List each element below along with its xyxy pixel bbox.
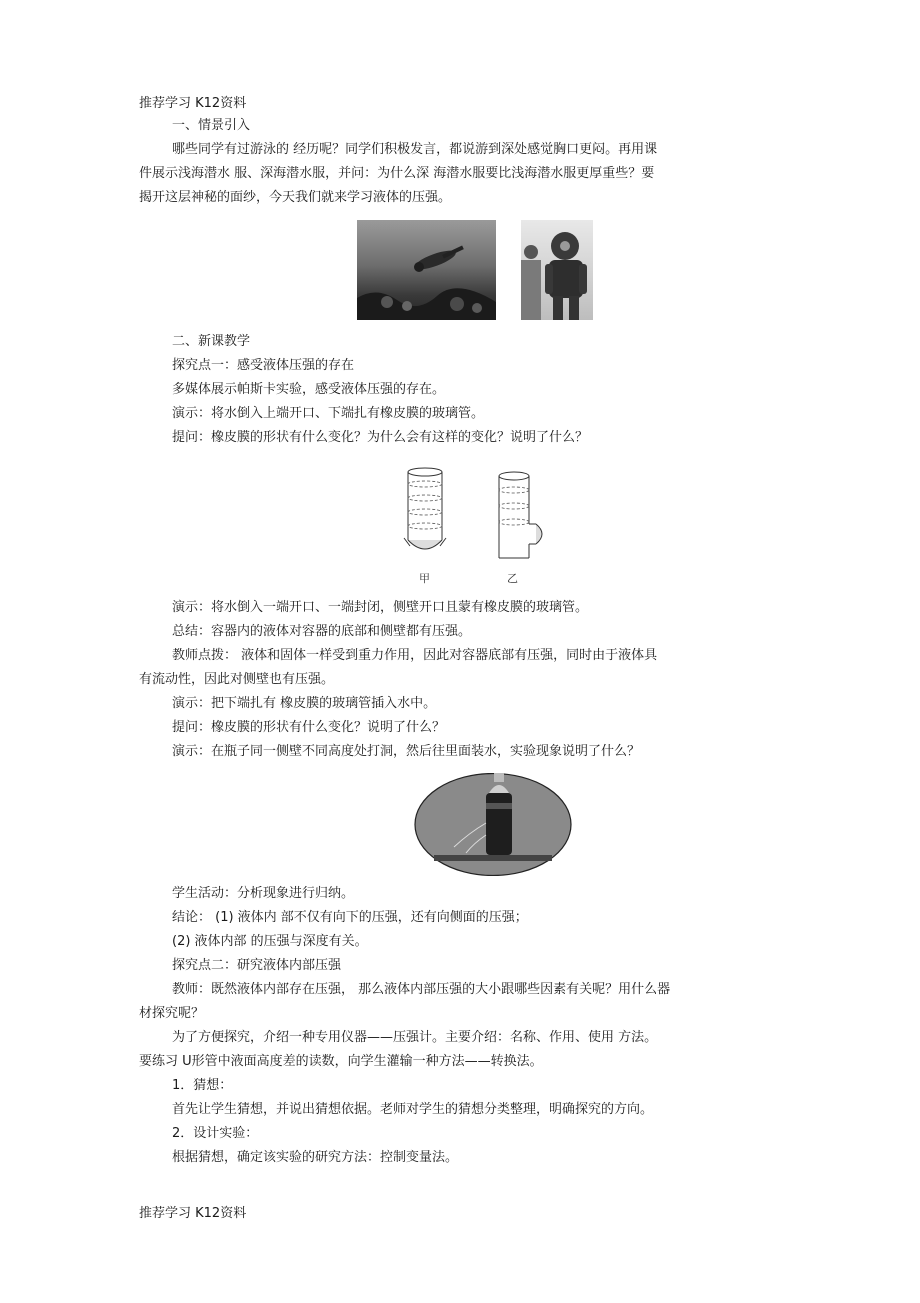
page-header: 推荐学习 K12资料	[139, 96, 247, 111]
paragraph-line: 演示：将水倒入上端开口、下端扎有橡皮膜的玻璃管。	[172, 406, 485, 421]
paragraph-line: 为了方便探究，介绍一种专用仪器——压强计。主要介绍：名称、作用、使用 方法。	[172, 1030, 658, 1045]
section-title-new-lesson: 二、新课教学	[172, 334, 251, 349]
paragraph-line: 学生活动：分析现象进行归纳。	[172, 886, 355, 901]
paragraph-line: 材探究呢？	[139, 1006, 205, 1021]
paragraph-line: 2．设计实验：	[172, 1126, 259, 1141]
paragraph-line: 有流动性，因此对侧壁也有压强。	[139, 672, 335, 687]
figure-label-yi: 乙	[507, 572, 518, 585]
bottle-experiment-photo	[414, 773, 572, 876]
paragraph-line: 要练习 U形管中液面高度差的读数，向学生灌输一种方法——转换法。	[139, 1054, 543, 1069]
paragraph-line: 演示：把下端扎有 橡皮膜的玻璃管插入水中。	[172, 696, 437, 711]
paragraph-line: 首先让学生猜想，并说出猜想依据。老师对学生的猜想分类整理，明确探究的方向。	[172, 1102, 654, 1117]
paragraph-line: 教师：既然液体内部存在压强， 那么液体内部压强的大小跟哪些因素有关呢？用什么器	[172, 982, 671, 997]
paragraph-line: 探究点二：研究液体内部压强	[172, 958, 342, 973]
paragraph-line: 根据猜想，确定该实验的研究方法：控制变量法。	[172, 1150, 459, 1165]
paragraph-line: 结论： (1) 液体内 部不仅有向下的压强，还有向侧面的压强；	[172, 910, 528, 925]
paragraph-line: 教师点拨： 液体和固体一样受到重力作用，因此对容器底部有压强，同时由于液体具	[172, 648, 658, 663]
section-title-intro: 一、情景引入	[172, 118, 251, 133]
paragraph-line: 演示：在瓶子同一侧壁不同高度处打洞，然后往里面装水，实验现象说明了什么？	[172, 744, 641, 759]
paragraph-line: 提问：橡皮膜的形状有什么变化？说明了什么？	[172, 720, 446, 735]
paragraph-line: 总结：容器内的液体对容器的底部和侧壁都有压强。	[172, 624, 472, 639]
page-footer: 推荐学习 K12资料	[139, 1206, 247, 1221]
paragraph-line: 件展示浅海潜水 服、深海潜水服，并问：为什么深 海潜水服要比浅海潜水服更厚重些？要	[139, 166, 655, 181]
paragraph-line: 1．猜想：	[172, 1078, 233, 1093]
paragraph-line: 多媒体展示帕斯卡实验，感受液体压强的存在。	[172, 382, 446, 397]
paragraph-line: 探究点一：感受液体压强的存在	[172, 358, 355, 373]
paragraph-line: 哪些同学有过游泳的 经历呢？同学们积极发言，都说游到深处感觉胸口更闷。再用课	[172, 142, 658, 157]
paragraph-line: 揭开这层神秘的面纱，今天我们就来学习液体的压强。	[139, 190, 452, 205]
shallow-diver-photo	[357, 220, 496, 320]
paragraph-line: 演示：将水倒入一端开口、一端封闭，侧壁开口且蒙有橡皮膜的玻璃管。	[172, 600, 589, 615]
paragraph-line: (2) 液体内部 的压强与深度有关。	[172, 934, 368, 949]
figure-label-jia: 甲	[419, 572, 430, 585]
glass-tube-diagram	[396, 466, 556, 586]
deep-diving-suit-photo	[521, 220, 593, 320]
paragraph-line: 提问：橡皮膜的形状有什么变化？为什么会有这样的变化？说明了什么？	[172, 430, 589, 445]
